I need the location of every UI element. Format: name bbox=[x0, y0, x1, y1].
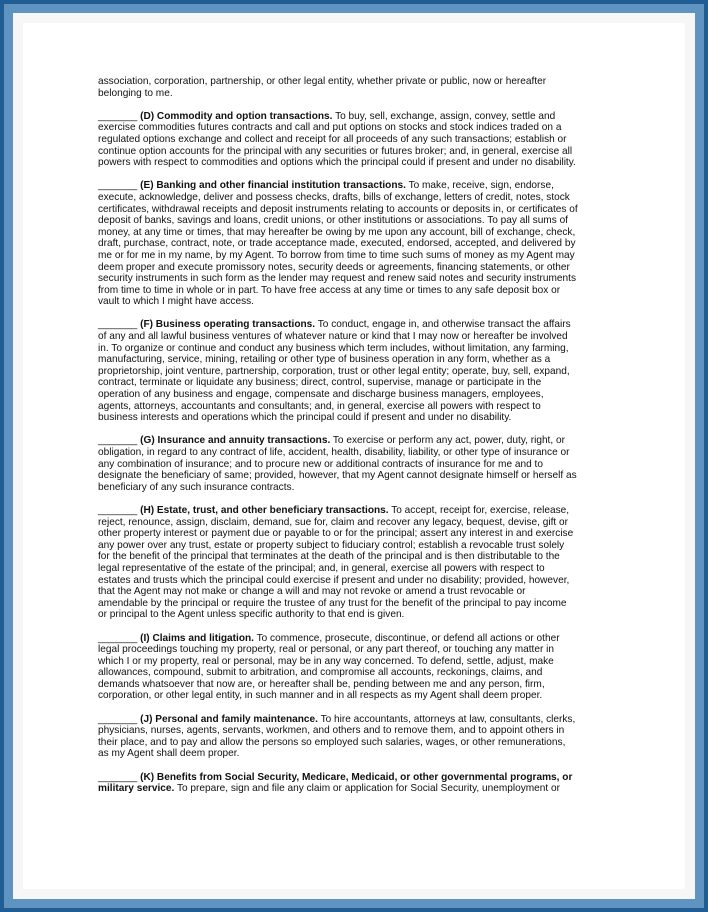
section-body: To buy, sell, exchange, assign, convey, settle and exercise commodities futures contracts and call and put options on stocks and stock indices traded on a regulated options exchange and collect and receipt for all proceeds of any such transactions; establish or continue option accounts for the principal with any securities or futures broker; and, in general, exercise all powers with respect to commodities and options which the principal could if present and under no disability. bbox=[98, 110, 576, 169]
section-g-paragraph bbox=[98, 435, 578, 493]
initial-blank-line: _______ bbox=[98, 110, 138, 122]
section-body: To make, receive, sign, endorse, execute, acknowledge, deliver and possess checks, drafts, bills of exchange, letters of credit, notes, stock certificates, withdrawal receipts and deposit instruments relating to accounts or deposits in, or certificates of deposit of banks, savings and loans, credit unions, or other institutions or associations. To pay all sums of money, at any time or times, that may hereafter be owing by me upon any account, bill of exchange, check, draft, purchase, contract, note, or trade acceptance made, executed, endorsed, accepted, and delivered by me or for me in my name, by my Agent. To borrow from time to time such sums of money as my Agent may deem proper and execute promissory notes, security deeds or agreements, financing statements, or other security instruments in such form as the lender may request and renew said notes and security instruments from time to time in whole or in part. To have free access at any time or times to any safe deposit box or vault to which I might have access. bbox=[98, 180, 578, 308]
section-body: To commence, prosecute, discontinue, or defend all actions or other legal proceedings touching my property, real or personal, or any part thereof, or touching any matter in which I or my property, real or personal, may be in any way concerned. To defend, settle, adjust, make allowances, compound, submit to arbitration, and compromise all accounts, reckonings, claims, and demands whatsoever that now are, or hereafter shall be, pending between me and any person, firm, corporation, or other legal entity, in such manner and in all respects as my Agent shall deem proper. bbox=[98, 632, 560, 702]
section-k-paragraph bbox=[98, 772, 578, 795]
section-heading: (F) Business operating transactions. bbox=[140, 319, 316, 331]
initial-blank-line: _______ bbox=[98, 632, 138, 644]
initial-blank-line: _______ bbox=[98, 504, 138, 516]
section-j-paragraph bbox=[98, 714, 578, 760]
section-body: To accept, receipt for, exercise, release, reject, renounce, assign, disclaim, demand, sue for, claim and recover any legacy, bequest, devise, gift or other property interest or payment due or payable to or for the principal; assert any interest in and exercise any power over any trust, estate or property subject to fiduciary control; establish a revocable trust solely for the benefit of the principal that terminates at the death of the principal and is then distributable to the legal representative of the estate of the principal; and, in general, exercise all powers with respect to estates and trusts which the principal could exercise if present and under no disability; provided, however, that the Agent may not make or change a will and may not revoke or amend a trust revocable or amendable by the principal or require the trustee of any trust for the benefit of the principal to pay income or principal to the Agent unless specific authority to that end is given. bbox=[98, 504, 574, 621]
section-h-paragraph bbox=[98, 505, 578, 621]
section-heading: (E) Banking and other financial institution transactions. bbox=[140, 180, 406, 192]
section-body: To exercise or perform any act, power, duty, right, or obligation, in regard to any contract of life, accident, health, disability, liability, or other type of insurance or any combination of insurance; and to procure new or additional contracts of insurance for me and to designate the beneficiary of same; provided, however, that my Agent cannot designate himself or herself as beneficiary of any such insurance contracts. bbox=[98, 435, 577, 493]
section-heading: (J) Personal and family maintenance. bbox=[140, 713, 318, 725]
section-d-paragraph bbox=[98, 111, 578, 169]
initial-blank-line: _______ bbox=[98, 713, 138, 725]
section-e-paragraph bbox=[98, 180, 578, 308]
initial-blank-line: _______ bbox=[98, 180, 138, 192]
section-heading: (G) Insurance and annuity transactions. bbox=[140, 435, 331, 447]
section-heading: (H) Estate, trust, and other beneficiary transactions. bbox=[140, 504, 389, 516]
section-body: To conduct, engage in, and otherwise transact the affairs of any and all lawful business ventures of whatever nature or kind that I may now or hereafter be involved in. To organize or continue and conduct any business which term includes, without limitation, any farming, manufacturing, service, mining, retailing or other type of business operation in any form, whether as a proprietorship, joint venture, partnership, corporation, trust or other legal entity; operate, buy, sell, expand, contract, terminate or liquidate any business; direct, control, supervise, manage or participate in the operation of any business and engage, compensate and discharge business managers, employees, agents, attorneys, accountants and consultants; and, in general, exercise all powers with respect to business interests and operations which the principal could if present and under no disability. bbox=[98, 319, 571, 424]
section-heading: (D) Commodity and option transactions. bbox=[140, 110, 333, 122]
initial-blank-line: _______ bbox=[98, 771, 138, 783]
initial-blank-line: _______ bbox=[98, 319, 138, 331]
section-heading: (K) Benefits from Social Security, Medicare, Medicaid, or other governmental programs, or military service. bbox=[98, 771, 573, 795]
initial-blank-line: _______ bbox=[98, 435, 138, 447]
section-f-paragraph bbox=[98, 319, 578, 423]
section-body: To prepare, sign and file any claim or application for Social Security, unemployment or bbox=[176, 783, 560, 795]
document-body bbox=[98, 76, 578, 806]
section-body: To hire accountants, attorneys at law, consultants, clerks, physicians, nurses, agents, servants, workmen, and others and to remove them, and to appoint others in their place, and to pay and allow the persons so employed such salaries, wages, or other remunerations, as my Agent shall deem proper. bbox=[98, 713, 576, 760]
intro-paragraph: association, corporation, partnership, or other legal entity, whether private or public, now or hereafter belonging to me. bbox=[98, 76, 547, 99]
section-heading: (I) Claims and litigation. bbox=[140, 632, 254, 644]
section-i-paragraph bbox=[98, 633, 578, 703]
